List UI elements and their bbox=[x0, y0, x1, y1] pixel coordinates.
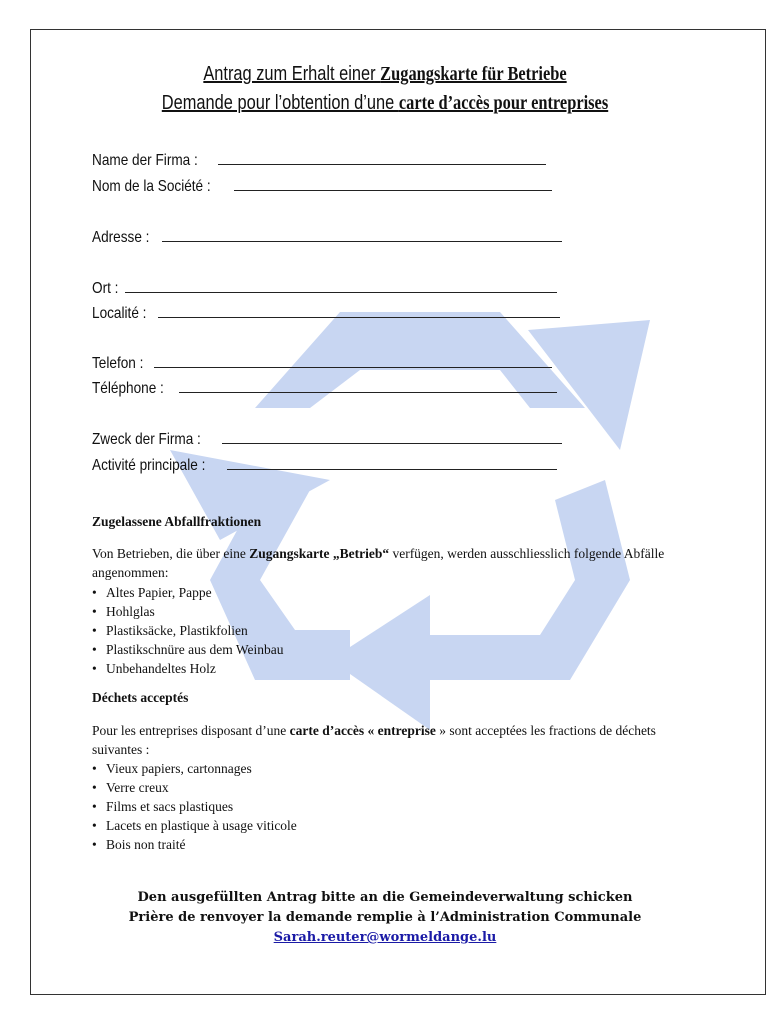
list-item: • Hohlglas bbox=[92, 602, 284, 621]
page-title-de: Antrag zum Erhalt einer Zugangskarte für Betriebe bbox=[203, 63, 567, 85]
phone-de-field[interactable]: Telefon : bbox=[92, 353, 552, 373]
section-intro-de: Von Betrieben, die über eine Zugangskarte „Betrieb“ verfügen, werden ausschliesslich folgende Abfälle angenommen: bbox=[92, 546, 665, 580]
footer-line-de: Den ausgefüllten Antrag bitte an die Gemeindeverwaltung schicken bbox=[137, 890, 633, 905]
accepted-waste-list-de bbox=[92, 583, 284, 678]
list-item: • Altes Papier, Pappe bbox=[92, 583, 284, 602]
city-fr-field[interactable]: Localité : bbox=[92, 303, 560, 323]
phone-fr-field[interactable]: Téléphone : bbox=[92, 378, 557, 398]
footer-instructions bbox=[0, 888, 770, 948]
list-item: • Bois non traité bbox=[92, 835, 297, 854]
company-name-de-field[interactable]: Name der Firma : bbox=[92, 150, 546, 170]
list-item: • Plastikschnüre aus dem Weinbau bbox=[92, 640, 284, 659]
list-item: • Verre creux bbox=[92, 778, 297, 797]
purpose-de-field[interactable]: Zweck der Firma : bbox=[92, 429, 562, 449]
list-item: • Films et sacs plastiques bbox=[92, 797, 297, 816]
company-name-fr-field[interactable]: Nom de la Société : bbox=[92, 176, 552, 196]
section-intro-fr: Pour les entreprises disposant d’une carte d’accès « entreprise » sont acceptées les fractions de déchets suivantes : bbox=[92, 723, 656, 757]
address-field[interactable]: Adresse : bbox=[92, 227, 562, 247]
accepted-waste-list-fr bbox=[92, 759, 297, 854]
purpose-fr-field[interactable]: Activité principale : bbox=[92, 455, 557, 475]
footer-line-fr: Prière de renvoyer la demande remplie à l’Administration Communale bbox=[128, 910, 642, 925]
email-link[interactable]: Sarah.reuter@wormeldange.lu bbox=[273, 930, 497, 945]
page-title-fr: Demande pour l’obtention d’une carte d’accès pour entreprises bbox=[161, 92, 609, 114]
list-item: • Unbehandeltes Holz bbox=[92, 659, 284, 678]
city-de-field[interactable]: Ort : bbox=[92, 278, 557, 298]
list-item: • Plastiksäcke, Plastikfolien bbox=[92, 621, 284, 640]
section-heading-de: Zugelassene Abfallfraktionen bbox=[92, 514, 262, 529]
section-heading-fr: Déchets acceptés bbox=[92, 690, 189, 705]
list-item: • Lacets en plastique à usage viticole bbox=[92, 816, 297, 835]
list-item: • Vieux papiers, cartonnages bbox=[92, 759, 297, 778]
